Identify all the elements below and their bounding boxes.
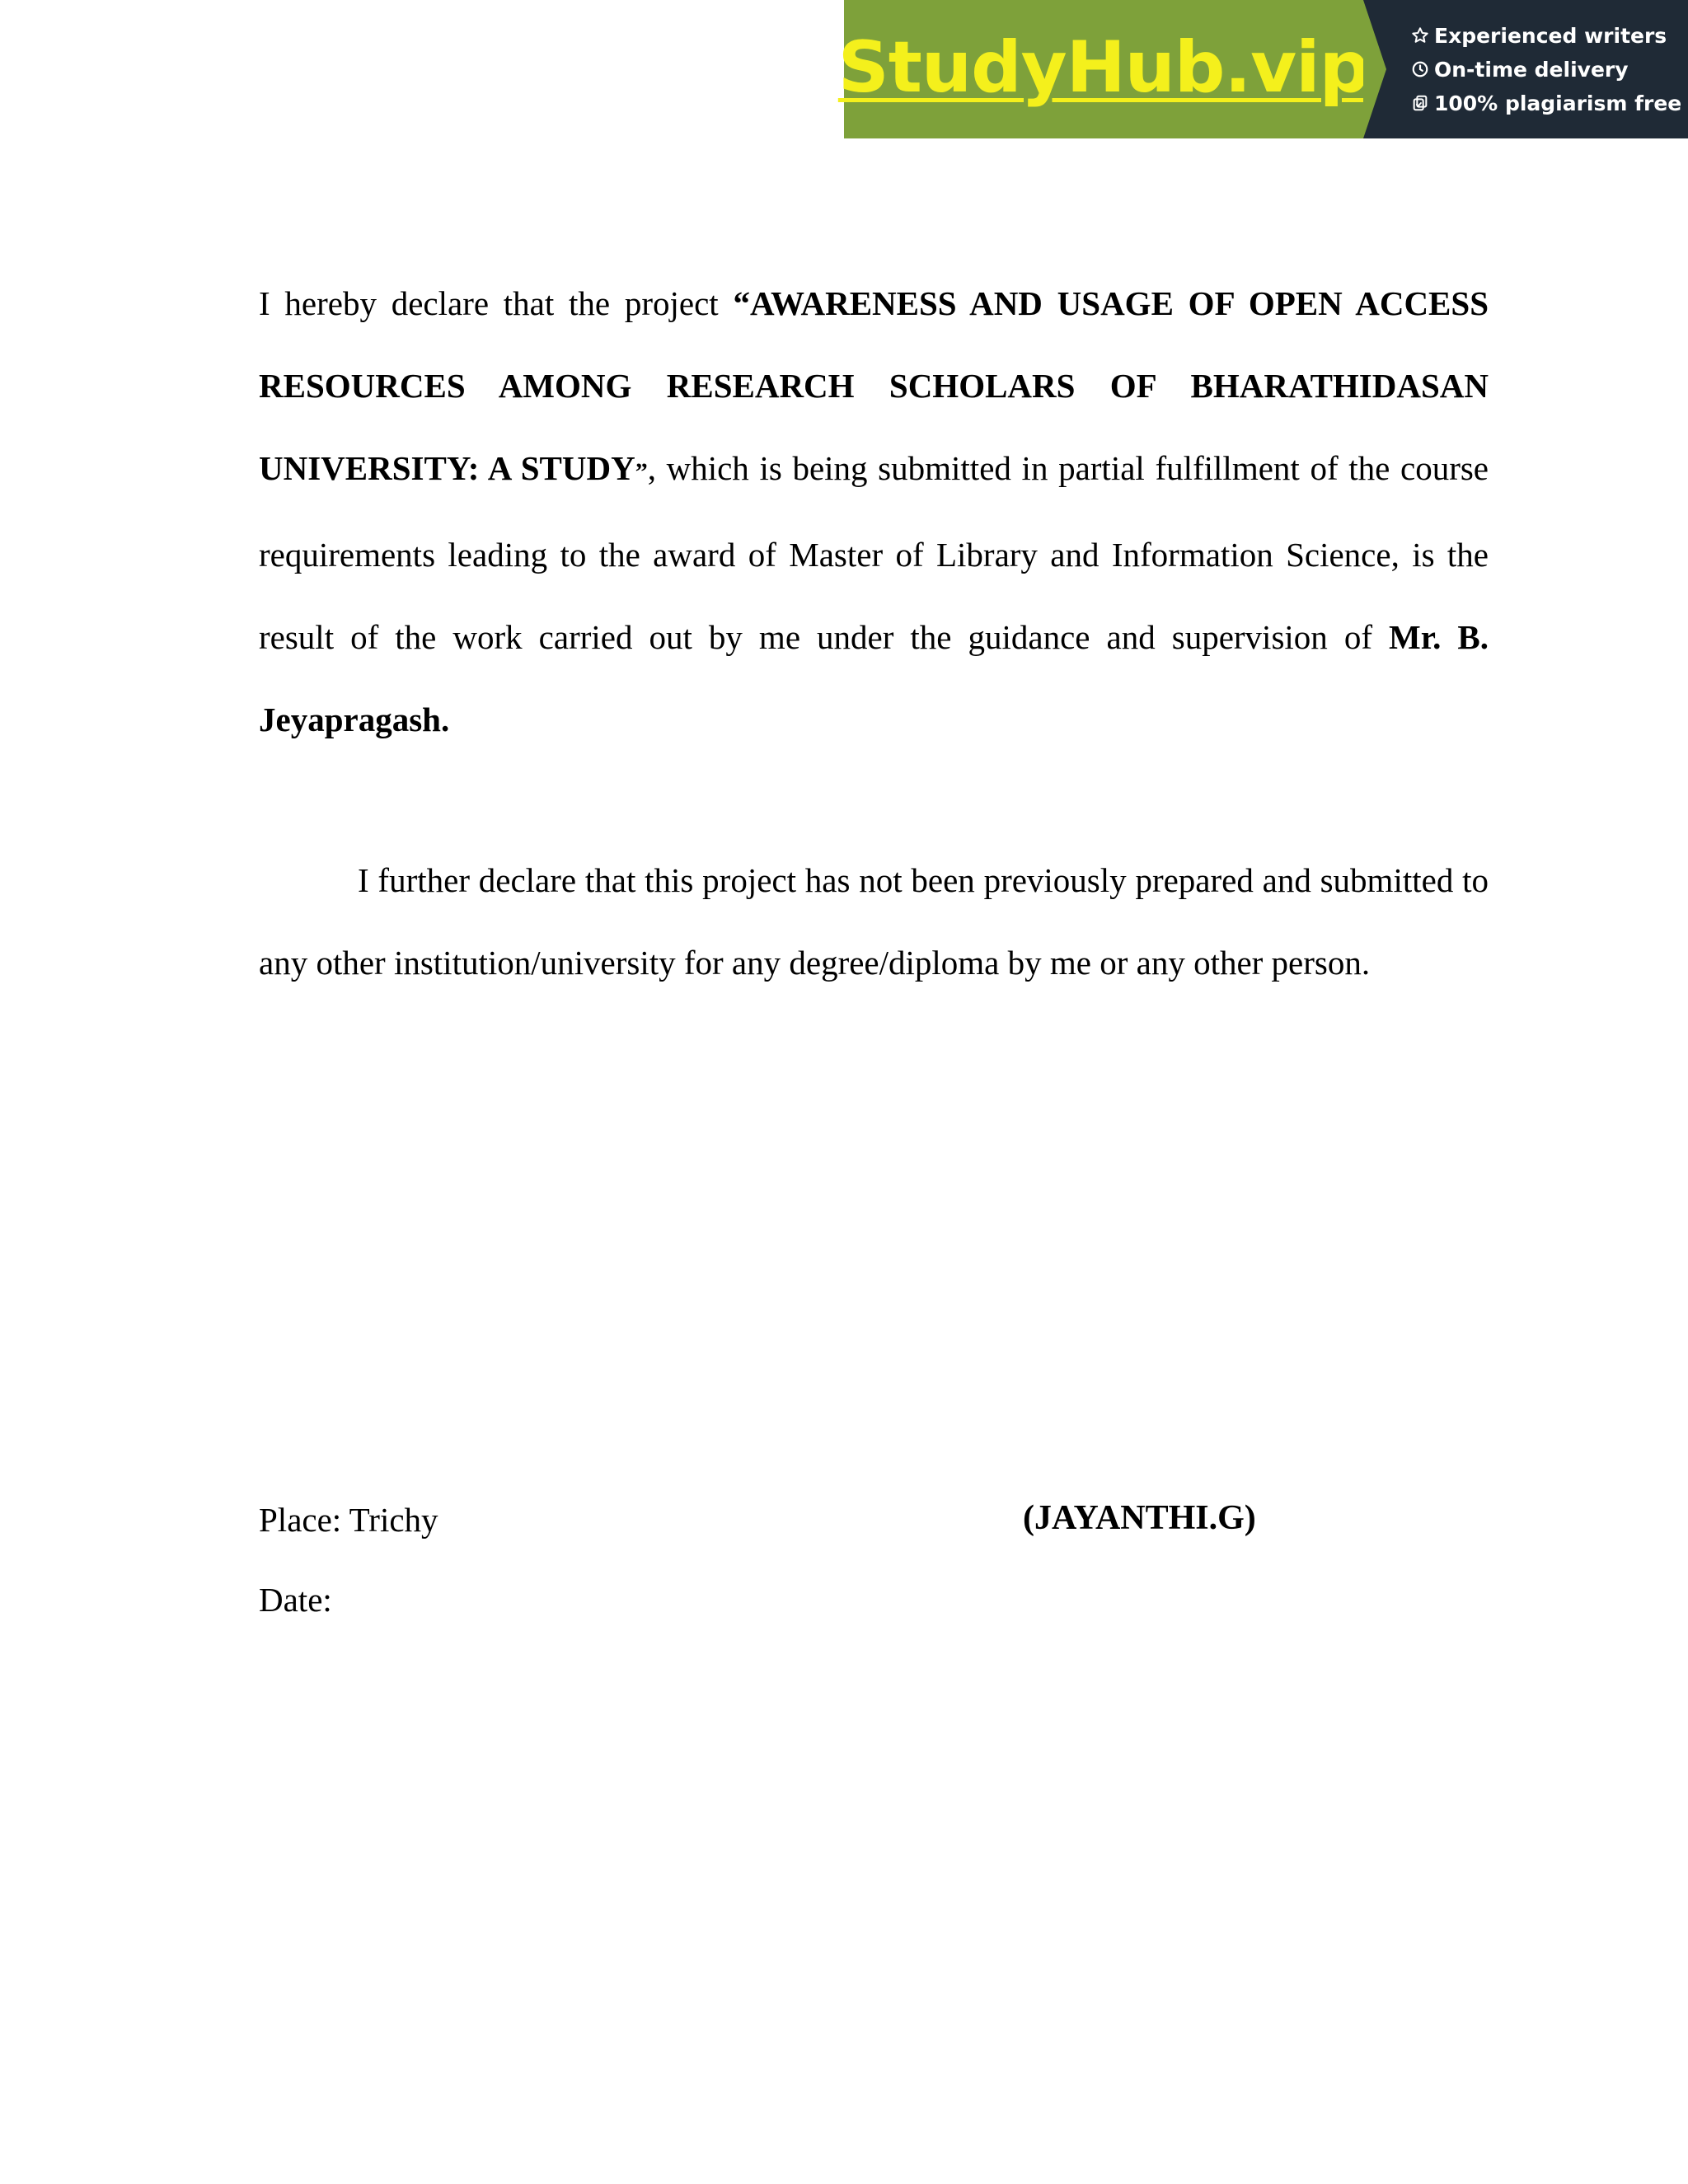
place-line: Place: Trichy [259,1501,438,1539]
banner-logo[interactable] [837,0,1370,138]
banner-features [1363,0,1688,138]
feature-experienced-writers [1411,23,1688,49]
supervisor-name: Mr. B. Jeyapragash. [259,618,1489,738]
clock-icon [1411,60,1429,78]
logo-text: StudyHub.vip [837,26,1370,109]
para1-intro: I hereby declare that the project [259,284,734,322]
feature-label: Experienced writers [1434,23,1667,48]
declaration-paragraph-2: I further declare that this project has not been previously prepared and submitted to any other institution/university for any degree/diploma by me or any other person. [259,861,1489,982]
feature-on-time-delivery [1411,57,1688,82]
feature-label: On-time delivery [1434,57,1629,82]
para1-body: , which is being submitted in partial fulfillment of the course requirements leading to the award of Master of Library and Information Science, is the result of the work carried out by me under the guidance and supervision of [259,449,1489,656]
feature-plagiarism-free [1411,91,1688,116]
star-icon [1411,26,1429,45]
project-title: “AWARENESS AND USAGE OF OPEN ACCESS RESOURCES AMONG RESEARCH SCHOLARS OF BHARATHIDASAN UNIVERSITY: A STUDY [259,284,1489,487]
feature-label: 100% plagiarism free [1434,91,1682,115]
copy-icon [1411,94,1429,112]
banner-chevron [1363,0,1386,138]
date-line: Date: [259,1581,332,1619]
project-title-close-quote: ” [635,458,648,485]
declaration-paragraph-1 [259,262,1489,761]
studyhub-banner[interactable] [837,0,1688,138]
signature-name: (JAYANTHI.G) [1023,1499,1256,1537]
